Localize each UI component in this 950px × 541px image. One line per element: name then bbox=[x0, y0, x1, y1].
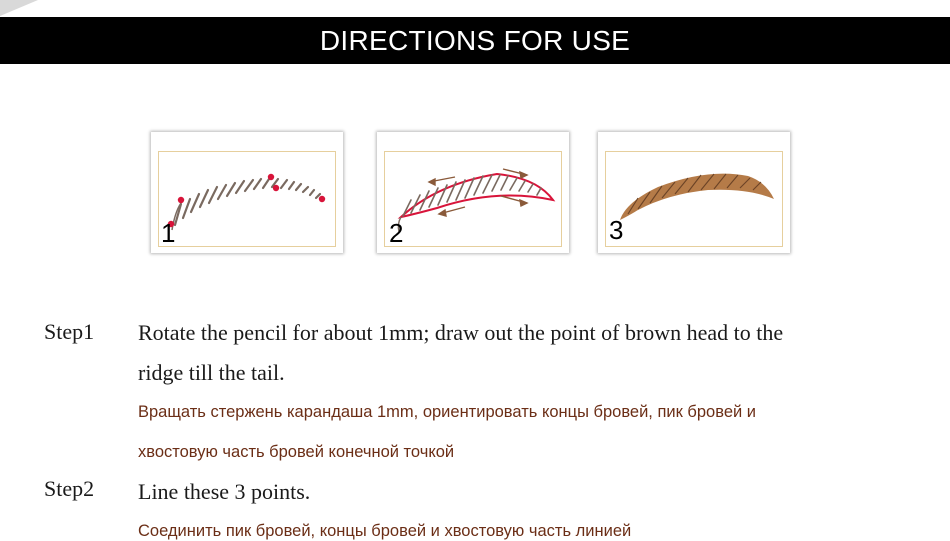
page-title: DIRECTIONS FOR USE bbox=[319, 24, 631, 56]
step2-english-line1: Line these 3 points. bbox=[138, 479, 311, 504]
step1-english-line1: Rotate the pencil for about 1mm; draw out the point of brown head to the bbox=[138, 320, 784, 345]
step-number: 3 bbox=[609, 215, 624, 245]
step2-russian-line1: Соединить пик бровей, концы бровей и хвостовую часть линией bbox=[138, 522, 632, 540]
eyebrow-points-icon bbox=[151, 132, 343, 253]
step1-label: Step1 bbox=[44, 319, 95, 344]
step-number: 1 bbox=[161, 218, 176, 248]
step-number: 2 bbox=[389, 218, 404, 248]
step2-label: Step2 bbox=[44, 476, 95, 501]
corner-decoration bbox=[0, 0, 40, 17]
header-banner bbox=[0, 17, 950, 64]
eyebrow-outline-icon bbox=[377, 132, 569, 253]
step1-russian-line1: Вращать стержень карандаша 1mm, ориентировать концы бровей, пик бровей и bbox=[138, 403, 757, 421]
step-image-2 bbox=[377, 132, 569, 253]
step1-russian-line2: хвостовую часть бровей конечной точкой bbox=[138, 443, 455, 461]
eyebrow-filled-icon bbox=[598, 132, 790, 253]
step-image-3 bbox=[598, 132, 790, 253]
step1-english-line2: ridge till the tail. bbox=[138, 360, 285, 385]
step-image-1 bbox=[151, 132, 343, 253]
